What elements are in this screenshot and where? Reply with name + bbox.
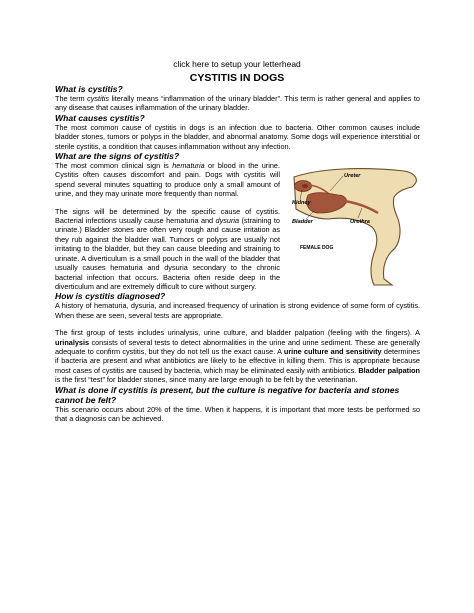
italic-term: cystitis xyxy=(87,94,109,103)
italic-term: dysuria xyxy=(215,216,240,226)
urethra-label: Urethra xyxy=(350,219,370,226)
ureter-label: Ureter xyxy=(344,173,361,180)
text-run: The most common cause of cystitis in dogs is an infection due to bacteria. Other common causes include bladder stones, tumors or polyps in the bladder, and abnormal anatomy. Some dogs will experience interstitial or sterile cystitis, a condition that causes inflammation without any infection. xyxy=(55,122,420,151)
document-title: CYSTITIS IN DOGS xyxy=(189,72,285,84)
text-run: consists of several tests to detect abnormalities in the urine and urine sediment. These are generally adequate to confirm cystitis, but they do not tell us the exact cause. A xyxy=(55,337,420,356)
section-heading: How is cystitis diagnosed? xyxy=(55,291,166,302)
text-run: is the first “test” for bladder stones, since many are large enough to be felt by the veterinarian. xyxy=(55,375,358,385)
signs-text xyxy=(55,161,280,291)
figure-caption: FEMALE DOG xyxy=(300,245,334,252)
section-signs xyxy=(55,151,420,291)
paragraph xyxy=(55,207,280,292)
text-run: or blood in the urine. Cystitis often causes discomfort and pain. Dogs with cystitis will spend several minutes squatting to produce only a small amount of urine, and they may urinate more frequently than normal. xyxy=(55,161,280,199)
section-negative-culture xyxy=(55,385,420,424)
bold-term: Bladder palpation xyxy=(358,365,421,375)
section-heading: What are the signs of cystitis? xyxy=(55,151,180,162)
kidney-label: Kidney xyxy=(292,200,311,207)
italic-term: hematuria xyxy=(172,161,205,171)
document-header xyxy=(0,54,474,85)
paragraph xyxy=(55,123,420,151)
signs-layout xyxy=(55,161,420,291)
document-body xyxy=(55,84,420,423)
section-causes xyxy=(55,113,420,151)
letterhead-setup-link[interactable]: click here to setup your letterhead xyxy=(173,59,301,69)
paragraph xyxy=(55,405,420,424)
paragraph xyxy=(55,161,280,199)
text-run: A history of hematuria, dysuria, and increased frequency of urination is strong evidence of some form of cystitis. When these are seen, several tests are appropriate. xyxy=(55,301,420,320)
section-heading: What is cystitis? xyxy=(55,84,123,94)
section-heading: What is done if cystitis is present, but the culture is negative for bacteria and stones cannot be felt? xyxy=(55,384,400,405)
female-dog-anatomy-figure xyxy=(288,167,420,291)
section-diagnosis xyxy=(55,291,420,384)
text-run: The most common clinical sign is xyxy=(55,161,173,171)
kidney-pelvis xyxy=(302,184,308,188)
text-run: The first group of tests includes urinalysis, urine culture, and bladder palpation (feeling with the fingers). A xyxy=(55,328,420,338)
text-run: The term xyxy=(55,94,88,103)
text-run: literally means “inflammation of the urinary bladder”. This term is rather general and applies to any disease that causes inflammation of the urinary bladder. xyxy=(55,94,420,113)
text-run: The signs will be determined by the specific cause of cystitis. Bacterial infections usually cause hematuria and xyxy=(55,206,280,226)
paragraph xyxy=(55,94,420,113)
anatomy-illustration xyxy=(288,167,420,291)
bladder-label: Bladder xyxy=(292,219,313,226)
paragraph xyxy=(55,301,420,320)
paragraph xyxy=(55,328,420,384)
bold-term: urinalysis xyxy=(55,337,90,347)
bold-term: urine culture and sensitivity xyxy=(283,346,382,356)
section-heading: What causes cystitis? xyxy=(55,112,145,123)
section-what-is xyxy=(55,84,420,113)
text-run: (straining to urinate.) Bladder stones are often very rough and cause irritation as they rub against the bladder wall. Tumors or polyps are usually not irritating to the bladder, but they can cause bleeding and straining to urinate. A diverticulum is a small pouch in the wall of the bladder that usually causes hematuria and dysuria secondary to the chronic bacterial infection that occurs. Bacteria often reside deep in the diverticulum and are extremely difficult to cure without surgery. xyxy=(55,216,280,291)
text-run: determines if bacteria are present and what antibiotics are likely to be effective in killing them. This is appropriate because most cases of cystitis are caused by bacteria, which may be eliminated easily with antibiotics. xyxy=(55,346,420,375)
text-run: This scenario occurs about 20% of the time. When it happens, it is important that more tests be performed so that a diagnosis can be achieved. xyxy=(55,404,420,423)
